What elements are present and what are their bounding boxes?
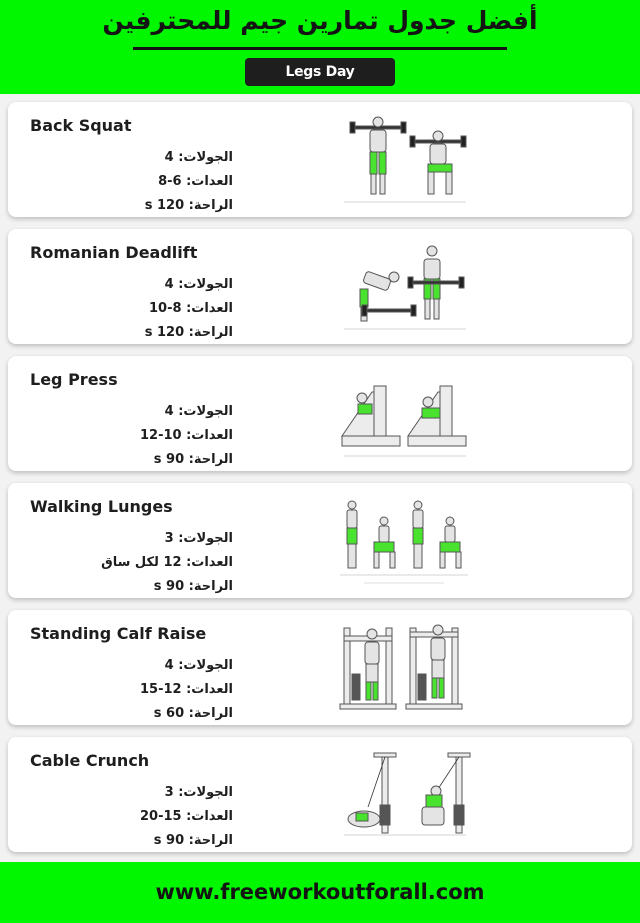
back-squat-illustration [334,110,474,210]
exercise-rest: الراحة: 90 s [153,833,233,848]
exercise-card-romanian-deadlift [8,229,632,344]
exercise-rest: الراحة: 60 s [153,706,233,721]
page-header [0,0,640,94]
cable-crunch-illustration [334,745,474,845]
exercise-list [0,94,640,862]
exercise-rest: الراحة: 120 s [144,325,233,340]
exercise-name: Standing Calf Raise [30,624,207,643]
exercise-sets: الجولات: 3 [164,785,233,800]
exercise-reps: العدات: 10-12 [139,428,233,443]
exercise-sets: الجولات: 4 [164,150,233,165]
exercise-name: Back Squat [30,116,132,135]
exercise-name: Leg Press [30,370,118,389]
exercise-sets: الجولات: 4 [164,658,233,673]
day-badge: Legs Day [245,58,395,86]
exercise-reps: العدات: 15-20 [139,809,233,824]
exercise-sets: الجولات: 4 [164,404,233,419]
exercise-name: Romanian Deadlift [30,243,198,262]
exercise-sets: الجولات: 4 [164,277,233,292]
exercise-reps: العدات: 12 لكل ساق [101,555,233,570]
exercise-sets: الجولات: 3 [164,531,233,546]
exercise-reps: العدات: 12-15 [139,682,233,697]
standing-calf-raise-illustration [334,618,474,718]
page-footer [0,862,640,923]
exercise-reps: العدات: 6-8 [158,174,233,189]
exercise-name: Cable Crunch [30,751,150,770]
exercise-card-back-squat [8,102,632,217]
exercise-rest: الراحة: 90 s [153,579,233,594]
exercise-rest: الراحة: 120 s [144,198,233,213]
exercise-card-walking-lunges [8,483,632,598]
leg-press-illustration [334,364,474,464]
walking-lunges-illustration [334,491,474,591]
exercise-card-standing-calf-raise [8,610,632,725]
romanian-deadlift-illustration [334,237,474,337]
title-underline [133,47,507,50]
exercise-name: Walking Lunges [30,497,173,516]
exercise-reps: العدات: 8-10 [149,301,233,316]
exercise-card-cable-crunch [8,737,632,852]
exercise-card-leg-press [8,356,632,471]
exercise-rest: الراحة: 90 s [153,452,233,467]
page-title: أفضل جدول تمارين جيم للمحترفين [102,6,538,35]
footer-url: www.freeworkoutforall.com [155,880,485,904]
